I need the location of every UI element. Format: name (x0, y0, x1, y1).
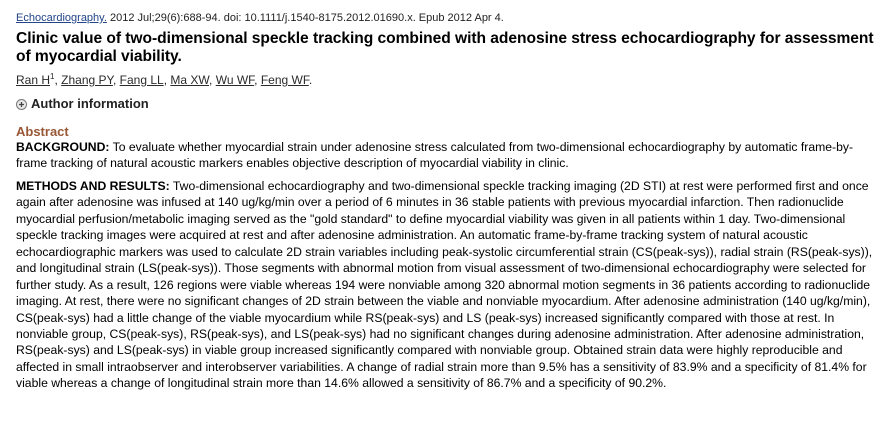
author-information-label: Author information (31, 96, 149, 111)
author-link[interactable]: Ma XW (170, 73, 210, 87)
journal-link[interactable]: Echocardiography. (16, 12, 107, 24)
author-link[interactable]: Wu WF (215, 73, 255, 87)
abstract-section-label: BACKGROUND: (16, 140, 110, 154)
abstract-background (16, 139, 878, 172)
article-title: Clinic value of two-dimensional speckle tracking combined with adenosine stress echocardiography for assessment of myocardial viability. (16, 30, 874, 65)
abstract-methods-results (16, 178, 878, 392)
author-link[interactable]: Feng WF (260, 73, 309, 87)
author-information-toggle[interactable] (16, 96, 149, 112)
author-link[interactable]: Ran H (16, 73, 51, 87)
author-separator: , (163, 73, 171, 87)
author-list (16, 73, 878, 88)
citation-line (16, 11, 878, 25)
author-affiliation-marker: 1 (50, 72, 55, 81)
abstract-section-label: METHODS AND RESULTS: (16, 178, 170, 193)
expand-plus-icon (16, 99, 27, 110)
abstract-section-text: Two-dimensional echocardiography and two-dimensional speckle tracking imaging (2D STI) at rest were performed first and once again after adenosine was infused at 140 ug/kg/min over a period of 6 minutes in 36 stable patients with previous myocardial infarction. Then radionuclide myocardial perfusion/metabolic imaging served as the "gold standard" to define myocardial viability was given in all patients within 1 day. Two-dimensional speckle tracking images were acquired at rest and after adenosine administration. An automatic frame-by-frame tracking system of natural acoustic echocardiographic markers was used to calculate 2D strain variables including peak-systolic circumferential strain (CS(peak-sys)), radial strain (RS(peak-sys)), and longitudinal strain (LS(peak-sys)). Those segments with abnormal motion from visual assessment of two-dimensional echocardiography were selected for further study. As a result, 126 regions were viable whereas 194 were nonviable among 320 abnormal motion segments in 36 patients according to radionuclide imaging. At rest, there were no significant changes of 2D strain between the viable and nonviable myocardium. After adenosine administration (140 ug/kg/min), CS(peak-sys) had a little change of the viable myocardium while RS(peak-sys) and LS (peak-sys) increased significantly compared with those at rest. In nonviable group, CS(peak-sys), RS(peak-sys), and LS(peak-sys) had no significant changes during adenosine administration. After adenosine administration, RS(peak-sys) and LS(peak-sys) in viable group increased significantly compared with nonviable group. Obtained strain data were highly reproducible and affected in small intraobserver and interobserver variabilities. A change of radial strain more than 9.5% has a sensitivity of 83.9% and a specificity of 81.4% for viable whereas a change of longitudinal strain more than 14.6% allowed a sensitivity of 86.7% and a specificity of 90.2%. (16, 178, 873, 391)
abstract-heading: Abstract (16, 124, 69, 139)
author-separator: , (254, 73, 261, 87)
abstract-section-text: To evaluate whether myocardial strain under adenosine stress calculated from two-dimensional echocardiography by automatic frame-by-frame tracking of natural acoustic markers enables objective description of myocardial viability in clinic. (16, 140, 854, 171)
author-separator: . (308, 73, 313, 87)
author-separator: , (54, 73, 62, 87)
author-link[interactable]: Fang LL (119, 73, 164, 87)
author-separator: , (112, 73, 120, 87)
citation-details: 2012 Jul;29(6):688-94. doi: 10.1111/j.1540-8175.2012.01690.x. Epub 2012 Apr 4. (106, 12, 504, 24)
author-link[interactable]: Zhang PY (61, 73, 113, 87)
author-separator: , (209, 73, 216, 87)
